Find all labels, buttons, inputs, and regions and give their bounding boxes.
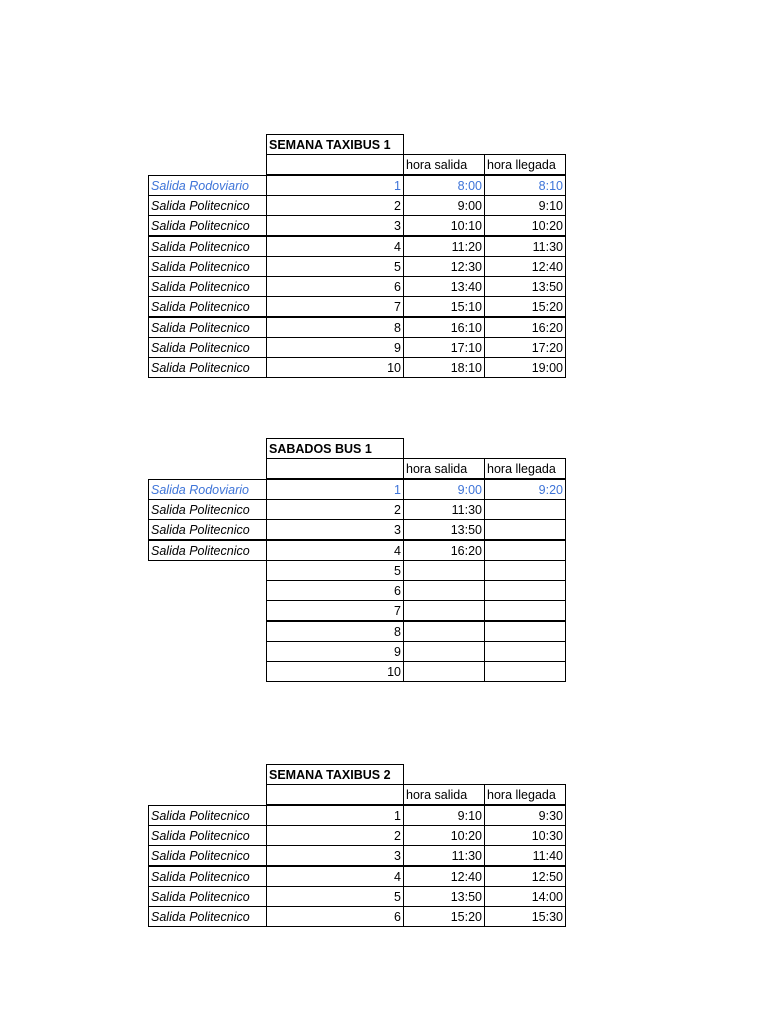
row-number-cell[interactable]: 6 xyxy=(266,580,404,601)
row-label-cell[interactable]: Salida Politecnico xyxy=(148,276,267,297)
row-number-cell[interactable]: 3 xyxy=(266,845,404,866)
hora-salida-cell[interactable]: 9:00 xyxy=(403,479,485,500)
hora-salida-cell[interactable]: 17:10 xyxy=(403,337,485,358)
hora-salida-cell[interactable]: 13:40 xyxy=(403,276,485,297)
row-number-cell[interactable]: 4 xyxy=(266,236,404,257)
row-number-cell[interactable]: 1 xyxy=(266,479,404,500)
row-label-cell[interactable]: Salida Politecnico xyxy=(148,825,267,846)
hora-salida-cell[interactable]: 13:50 xyxy=(403,886,485,907)
hora-llegada-cell[interactable]: 15:20 xyxy=(484,296,566,317)
hora-llegada-cell[interactable]: 13:50 xyxy=(484,276,566,297)
row-label-cell[interactable]: Salida Rodoviario xyxy=(148,479,267,500)
hora-salida-cell[interactable]: 9:00 xyxy=(403,195,485,216)
row-number-cell[interactable]: 6 xyxy=(266,276,404,297)
hora-llegada-cell[interactable]: 19:00 xyxy=(484,357,566,378)
hora-llegada-cell[interactable] xyxy=(484,661,566,682)
hora-llegada-cell[interactable]: 16:20 xyxy=(484,317,566,338)
hora-salida-cell[interactable] xyxy=(403,621,485,642)
hora-salida-cell[interactable]: 15:20 xyxy=(403,906,485,927)
row-label-cell[interactable]: Salida Politecnico xyxy=(148,845,267,866)
hora-salida-cell[interactable]: 9:10 xyxy=(403,805,485,826)
hora-llegada-cell[interactable]: 9:20 xyxy=(484,479,566,500)
row-label-cell[interactable]: Salida Politecnico xyxy=(148,499,267,520)
hora-salida-cell[interactable]: 11:20 xyxy=(403,236,485,257)
hora-llegada-cell[interactable] xyxy=(484,600,566,621)
table-title[interactable]: SABADOS BUS 1 xyxy=(266,438,404,459)
hora-salida-cell[interactable]: 10:10 xyxy=(403,215,485,236)
row-number-cell[interactable]: 9 xyxy=(266,641,404,662)
hora-salida-cell[interactable]: 8:00 xyxy=(403,175,485,196)
hora-llegada-cell[interactable] xyxy=(484,641,566,662)
row-label-cell[interactable]: Salida Politecnico xyxy=(148,906,267,927)
hora-salida-cell[interactable] xyxy=(403,580,485,601)
row-number-cell[interactable]: 2 xyxy=(266,499,404,520)
hora-llegada-cell[interactable] xyxy=(484,580,566,601)
hora-llegada-cell[interactable]: 9:30 xyxy=(484,805,566,826)
hora-salida-cell[interactable]: 10:20 xyxy=(403,825,485,846)
hora-salida-cell[interactable]: 11:30 xyxy=(403,499,485,520)
hora-llegada-cell[interactable] xyxy=(484,519,566,540)
row-label-cell[interactable]: Salida Politecnico xyxy=(148,886,267,907)
hora-llegada-cell[interactable]: 12:50 xyxy=(484,866,566,887)
row-number-cell[interactable]: 7 xyxy=(266,296,404,317)
hora-salida-cell[interactable]: 13:50 xyxy=(403,519,485,540)
row-number-cell[interactable]: 4 xyxy=(266,540,404,561)
row-number-cell[interactable]: 1 xyxy=(266,175,404,196)
hora-llegada-cell[interactable]: 10:20 xyxy=(484,215,566,236)
row-number-cell[interactable]: 5 xyxy=(266,886,404,907)
table-title[interactable]: SEMANA TAXIBUS 1 xyxy=(266,134,404,155)
hora-llegada-cell[interactable] xyxy=(484,621,566,642)
hora-llegada-cell[interactable] xyxy=(484,560,566,581)
row-label-cell[interactable]: Salida Politecnico xyxy=(148,195,267,216)
row-number-cell[interactable]: 10 xyxy=(266,357,404,378)
hora-salida-cell[interactable] xyxy=(403,560,485,581)
row-label-cell[interactable]: Salida Politecnico xyxy=(148,256,267,277)
row-number-cell[interactable]: 3 xyxy=(266,215,404,236)
row-label-cell[interactable]: Salida Politecnico xyxy=(148,519,267,540)
hora-salida-cell[interactable] xyxy=(403,661,485,682)
header-hora-llegada[interactable]: hora llegada xyxy=(484,154,566,175)
hora-salida-cell[interactable] xyxy=(403,600,485,621)
hora-llegada-cell[interactable]: 8:10 xyxy=(484,175,566,196)
hora-llegada-cell[interactable] xyxy=(484,499,566,520)
header-cell-blank[interactable] xyxy=(266,458,404,479)
row-number-cell[interactable]: 8 xyxy=(266,621,404,642)
hora-salida-cell[interactable]: 12:30 xyxy=(403,256,485,277)
header-cell-blank[interactable] xyxy=(266,784,404,805)
hora-llegada-cell[interactable]: 11:30 xyxy=(484,236,566,257)
row-label-cell[interactable]: Salida Politecnico xyxy=(148,337,267,358)
row-label-cell[interactable]: Salida Politecnico xyxy=(148,236,267,257)
hora-llegada-cell[interactable]: 17:20 xyxy=(484,337,566,358)
hora-llegada-cell[interactable]: 10:30 xyxy=(484,825,566,846)
row-label-cell[interactable]: Salida Rodoviario xyxy=(148,175,267,196)
header-hora-salida[interactable]: hora salida xyxy=(403,154,485,175)
row-label-cell[interactable]: Salida Politecnico xyxy=(148,357,267,378)
hora-salida-cell[interactable]: 16:10 xyxy=(403,317,485,338)
row-number-cell[interactable]: 3 xyxy=(266,519,404,540)
row-label-cell[interactable]: Salida Politecnico xyxy=(148,805,267,826)
row-label-cell[interactable]: Salida Politecnico xyxy=(148,866,267,887)
hora-salida-cell[interactable]: 18:10 xyxy=(403,357,485,378)
row-number-cell[interactable]: 6 xyxy=(266,906,404,927)
hora-salida-cell[interactable]: 15:10 xyxy=(403,296,485,317)
hora-llegada-cell[interactable]: 14:00 xyxy=(484,886,566,907)
row-label-cell[interactable]: Salida Politecnico xyxy=(148,296,267,317)
row-number-cell[interactable]: 10 xyxy=(266,661,404,682)
hora-salida-cell[interactable]: 12:40 xyxy=(403,866,485,887)
hora-llegada-cell[interactable]: 9:10 xyxy=(484,195,566,216)
row-number-cell[interactable]: 7 xyxy=(266,600,404,621)
row-label-cell[interactable]: Salida Politecnico xyxy=(148,317,267,338)
hora-salida-cell[interactable]: 11:30 xyxy=(403,845,485,866)
header-hora-llegada[interactable]: hora llegada xyxy=(484,784,566,805)
header-hora-llegada[interactable]: hora llegada xyxy=(484,458,566,479)
row-number-cell[interactable]: 1 xyxy=(266,805,404,826)
hora-salida-cell[interactable] xyxy=(403,641,485,662)
table-title[interactable]: SEMANA TAXIBUS 2 xyxy=(266,764,404,785)
hora-llegada-cell[interactable]: 12:40 xyxy=(484,256,566,277)
row-number-cell[interactable]: 5 xyxy=(266,256,404,277)
row-number-cell[interactable]: 5 xyxy=(266,560,404,581)
row-label-cell[interactable]: Salida Politecnico xyxy=(148,215,267,236)
header-hora-salida[interactable]: hora salida xyxy=(403,784,485,805)
row-number-cell[interactable]: 2 xyxy=(266,195,404,216)
hora-llegada-cell[interactable] xyxy=(484,540,566,561)
row-number-cell[interactable]: 8 xyxy=(266,317,404,338)
hora-salida-cell[interactable]: 16:20 xyxy=(403,540,485,561)
hora-llegada-cell[interactable]: 11:40 xyxy=(484,845,566,866)
header-cell-blank[interactable] xyxy=(266,154,404,175)
row-number-cell[interactable]: 4 xyxy=(266,866,404,887)
row-label-cell[interactable]: Salida Politecnico xyxy=(148,540,267,561)
row-number-cell[interactable]: 9 xyxy=(266,337,404,358)
hora-llegada-cell[interactable]: 15:30 xyxy=(484,906,566,927)
header-hora-salida[interactable]: hora salida xyxy=(403,458,485,479)
row-number-cell[interactable]: 2 xyxy=(266,825,404,846)
